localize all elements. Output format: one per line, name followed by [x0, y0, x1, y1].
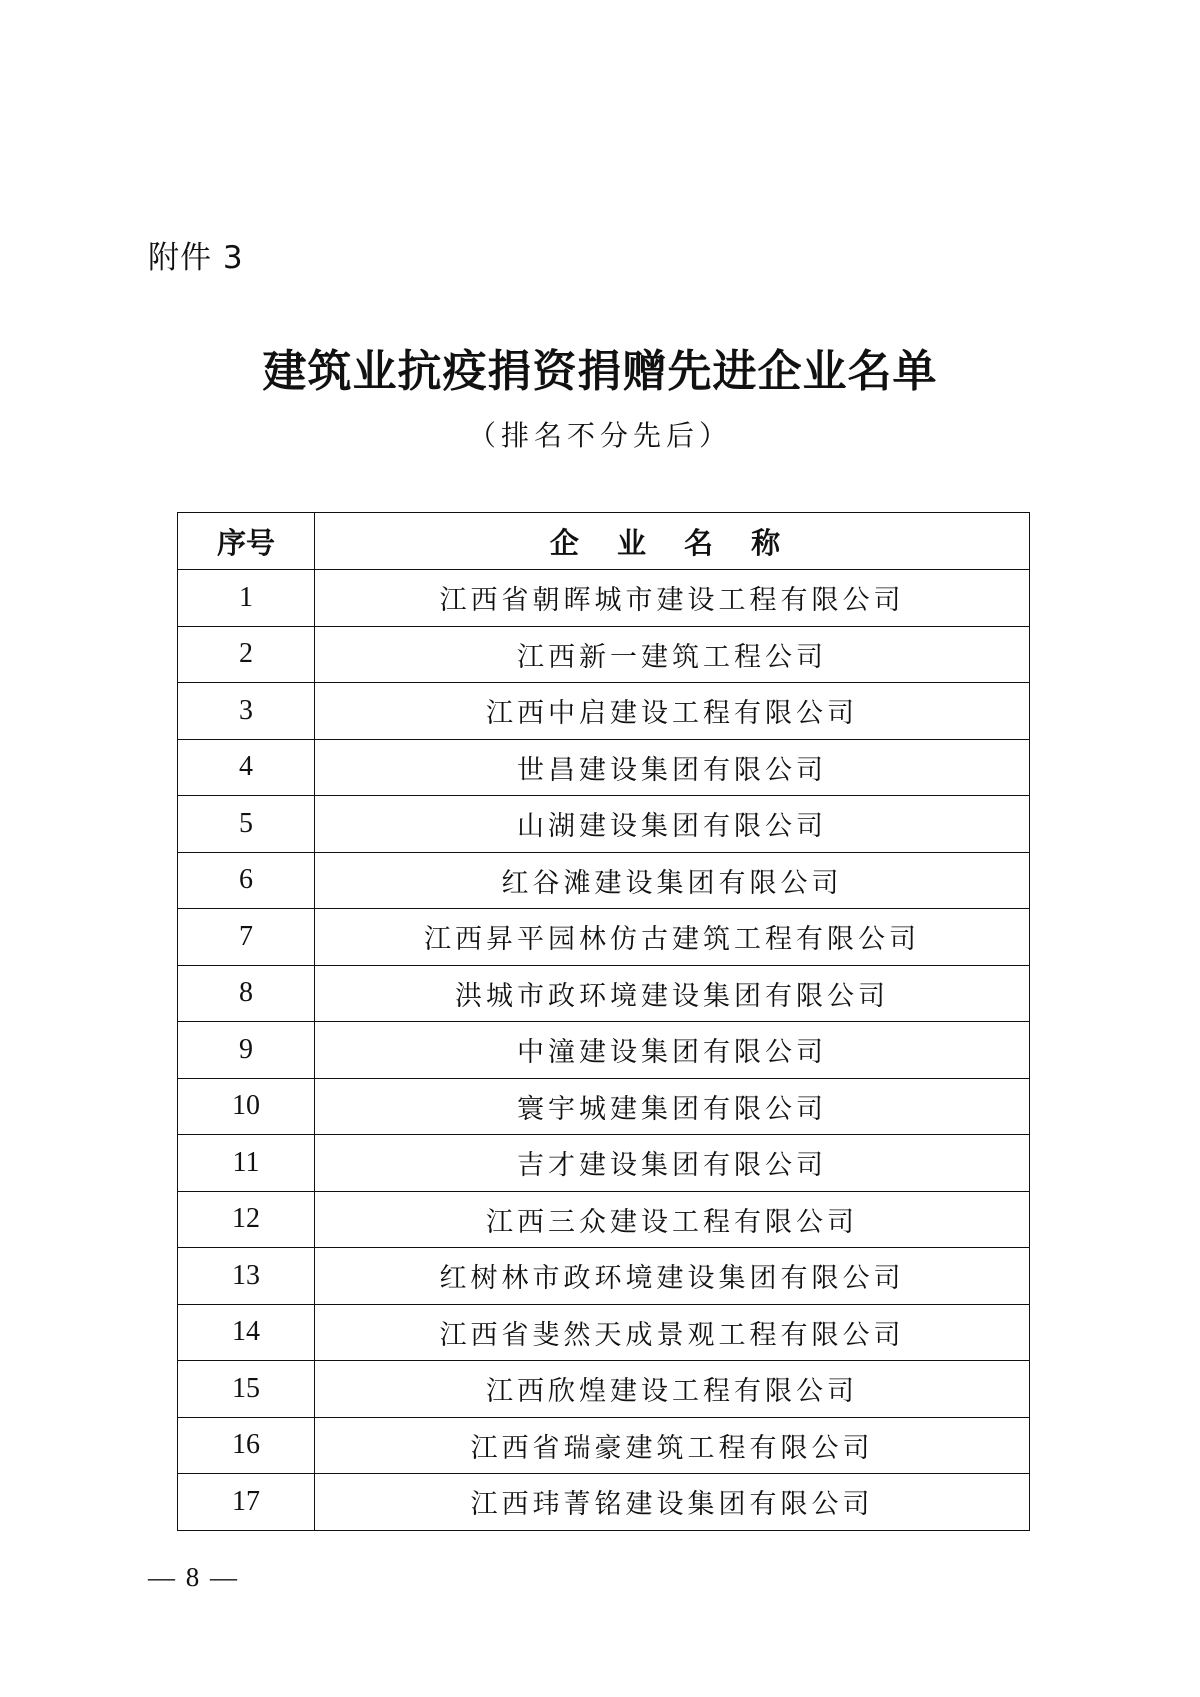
table-row [178, 852, 1030, 909]
page-number: — 8 — [148, 1562, 239, 1592]
row-enterprise-name: 江西昇平园林仿古建筑工程有限公司 [315, 909, 1030, 966]
row-enterprise-name: 江西中启建设工程有限公司 [315, 683, 1030, 740]
table-row [178, 909, 1030, 966]
row-enterprise-name: 江西省瑞豪建筑工程有限公司 [315, 1417, 1030, 1474]
table-row [178, 1248, 1030, 1305]
row-index: 2 [178, 626, 315, 683]
row-enterprise-name: 红谷滩建设集团有限公司 [315, 852, 1030, 909]
document-subtitle: （排名不分先后） [467, 419, 732, 452]
row-enterprise-name: 中潼建设集团有限公司 [315, 1022, 1030, 1079]
table-row [178, 1417, 1030, 1474]
table-row [178, 683, 1030, 740]
row-index: 11 [178, 1135, 315, 1192]
row-index: 3 [178, 683, 315, 740]
row-index: 1 [178, 570, 315, 627]
enterprise-table [177, 512, 1030, 1531]
row-index: 17 [178, 1474, 315, 1531]
table-row [178, 1078, 1030, 1135]
row-enterprise-name: 江西省斐然天成景观工程有限公司 [315, 1304, 1030, 1361]
table-header-row [178, 513, 1030, 570]
row-index: 9 [178, 1022, 315, 1079]
row-enterprise-name: 江西欣煌建设工程有限公司 [315, 1361, 1030, 1418]
row-index: 16 [178, 1417, 315, 1474]
row-enterprise-name: 江西省朝晖城市建设工程有限公司 [315, 570, 1030, 627]
header-enterprise-name: 企 业 名 称 [315, 513, 1030, 570]
row-index: 7 [178, 909, 315, 966]
row-enterprise-name: 江西玮菁铭建设集团有限公司 [315, 1474, 1030, 1531]
row-index: 5 [178, 796, 315, 853]
document-title: 建筑业抗疫捐资捐赠先进企业名单 [262, 346, 938, 397]
row-index: 10 [178, 1078, 315, 1135]
table-row [178, 1474, 1030, 1531]
table-row [178, 739, 1030, 796]
row-index: 14 [178, 1304, 315, 1361]
row-index: 6 [178, 852, 315, 909]
row-index: 12 [178, 1191, 315, 1248]
row-index: 13 [178, 1248, 315, 1305]
attachment-label: 附件 3 [148, 240, 244, 276]
row-index: 8 [178, 965, 315, 1022]
row-index: 15 [178, 1361, 315, 1418]
table-row [178, 626, 1030, 683]
table-row [178, 1191, 1030, 1248]
row-enterprise-name: 红树林市政环境建设集团有限公司 [315, 1248, 1030, 1305]
table-row [178, 1022, 1030, 1079]
row-enterprise-name: 洪城市政环境建设集团有限公司 [315, 965, 1030, 1022]
table-row [178, 1135, 1030, 1192]
row-enterprise-name: 寰宇城建集团有限公司 [315, 1078, 1030, 1135]
row-enterprise-name: 江西新一建筑工程公司 [315, 626, 1030, 683]
header-index: 序号 [178, 513, 315, 570]
table-row [178, 1304, 1030, 1361]
table-row [178, 796, 1030, 853]
row-enterprise-name: 世昌建设集团有限公司 [315, 739, 1030, 796]
table-row [178, 1361, 1030, 1418]
row-enterprise-name: 吉才建设集团有限公司 [315, 1135, 1030, 1192]
row-enterprise-name: 江西三众建设工程有限公司 [315, 1191, 1030, 1248]
table-row [178, 570, 1030, 627]
row-index: 4 [178, 739, 315, 796]
row-enterprise-name: 山湖建设集团有限公司 [315, 796, 1030, 853]
table-row [178, 965, 1030, 1022]
